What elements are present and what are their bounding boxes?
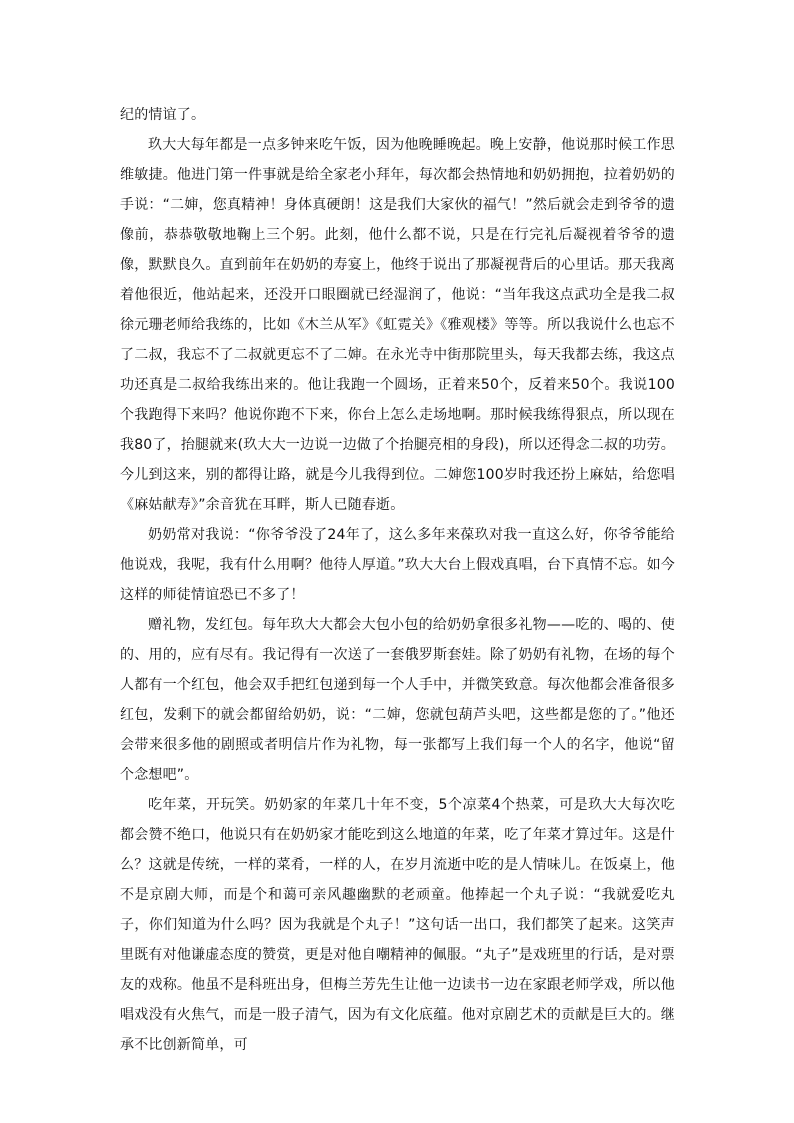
paragraph-1: 纪的情谊了。 <box>120 107 206 123</box>
paragraph-4: 赠礼物，发红包。每年玖大大都会大包小包的给奶奶拿很多礼物——吃的、喝的、使的、用的，应有尽有。我记得有一次送了一套俄罗斯套娃。除了奶奶有礼物，在场的每个人都有一个红包，他会双手把红包递到每一个人手中，并微笑致意。每次他都会准备很多红包，发剩下的就会都留给奶奶，说：“二婶，您就包葫芦头吧，这些都是您的了。”他还会带来很多他的剧照或者明信片作为礼物，每一张都写上我们每一个人的名字，他说“留个念想吧”。 <box>120 617 675 783</box>
paragraph-2: 玖大大每年都是一点多钟来吃午饭，因为他晚睡晚起。晚上安静，他说那时候工作思维敏捷。他进门第一件事就是给全家老小拜年，每次都会热情地和奶奶拥抱，拉着奶奶的手说：“二婶，您真精神！身体真硬朗！这是我们大家伙的福气！”然后就会走到爷爷的遗像前，恭恭敬敬地鞠上三个躬。此刻，他什么都不说，只是在行完礼后凝视着爷爷的遗像，默默良久。直到前年在奶奶的寿宴上，他终于说出了那凝视背后的心里话。那天我离着他很近，他站起来，还没开口眼圈就已经湿润了，他说：“当年我这点武功全是我二叔徐元珊老师给我练的，比如《木兰从军》《虹霓关》《雅观楼》等等。所以我说什么也忘不了二叔，我忘不了二叔就更忘不了二婶。在永光寺中街那院里头，每天我都去练，我这点功还真是二叔给我练出来的。他让我跑一个圆场，正着来50个，反着来50个。我说100个我跑得下来吗？他说你跑不下来，你台上怎么走场地啊。那时候我练得狠点，所以现在我80了，抬腿就来(玖大大一边说一边做了个抬腿亮相的身段)，所以还得念二叔的功劳。今儿到这来，别的都得让路，就是今儿我得到位。二婶您100岁时我还扮上麻姑，给您唱《麻姑献寿》”余音犹在耳畔，斯人已随春逝。 <box>120 137 675 513</box>
paragraph-5: 吃年菜，开玩笑。奶奶家的年菜几十年不变，5个凉菜4个热菜，可是玖大大每次吃都会赞不绝口，他说只有在奶奶家才能吃到这么地道的年菜，吃了年菜才算过年。这是什么？这就是传统，一样的菜肴，一样的人，在岁月流逝中吃的是人情味儿。在饭桌上，他不是京剧大师，而是个和蔼可亲风趣幽默的老顽童。他捧起一个丸子说：“我就爱吃丸子，你们知道为什么吗？因为我就是个丸子！”这句话一出口，我们都笑了起来。这笑声里既有对他谦虚态度的赞赏，更是对他自嘲精神的佩服。“丸子”是戏班里的行话，是对票友的戏称。他虽不是科班出身，但梅兰芳先生让他一边读书一边在家跟老师学戏，所以他唱戏没有火焦气，而是一股子清气，因为有文化底蕴。他对京剧艺术的贡献是巨大的。继承不比创新简单，可 <box>120 797 675 1053</box>
paragraph-3: 奶奶常对我说：“你爷爷没了24年了，这么多年来葆玖对我一直这么好，你爷爷能给他说戏，我呢，我有什么用啊？他待人厚道。”玖大大台上假戏真唱，台下真情不忘。如今这样的师徒情谊恐已不多了！ <box>120 527 675 603</box>
document-page <box>120 100 675 1060</box>
